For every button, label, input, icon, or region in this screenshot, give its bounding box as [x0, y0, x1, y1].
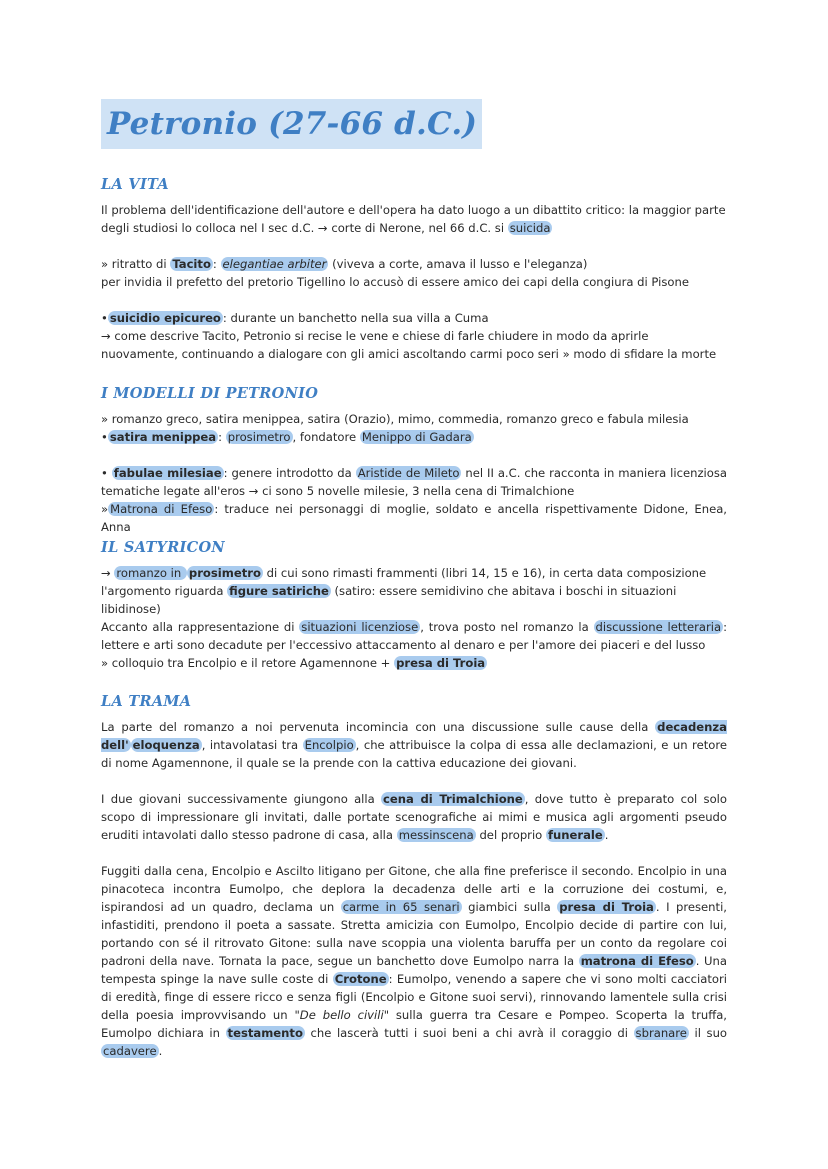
text-span: : — [218, 430, 226, 444]
highlight-matrona-di-efeso: matrona di Efeso — [580, 954, 694, 968]
highlight-presa-di-troia: presa di Troia — [396, 656, 486, 670]
trama-paragraph-3 — [101, 862, 727, 1060]
text-span: . — [158, 1044, 163, 1058]
highlight-matrona-efeso: Matrona di Efeso — [110, 502, 213, 516]
text-span: » colloquio tra Encolpio e il retore Agamennone + — [101, 656, 395, 670]
text-span: , intavolatasi tra — [201, 738, 303, 752]
modelli-paragraph-2 — [101, 464, 727, 536]
text-span: (viveva a corte, amava il lusso e l'eleganza) — [328, 257, 588, 271]
highlight-suicidio-epicureo: suicidio epicureo — [109, 311, 221, 325]
text-span: . Una tempesta spinge la nave sulle coste di — [101, 954, 727, 986]
text-span: . — [604, 828, 609, 842]
highlight-messinscena: messinscena — [398, 828, 474, 842]
highlight-funerale: funerale — [547, 828, 603, 842]
highlight-crotone: Crotone — [334, 972, 387, 986]
highlight-testamento: testamento — [227, 1026, 303, 1040]
text-span: : durante un banchetto nella sua villa a Cuma — [222, 311, 489, 325]
text-span: : genere introdotto da — [223, 466, 356, 480]
text-span: : traduce nei personaggi di moglie, soldato e ancella rispettivamente Didone, Enea, Anna — [101, 502, 727, 534]
highlight-fabulae-milesiae: fabulae milesiae — [113, 466, 222, 480]
text-span: Il problema dell'identificazione dell'autore e dell'opera ha dato luogo a un dibattito critico: la maggior parte degli studiosi lo colloca nel I sec d.C. → corte di Nerone, nel 66 d.C. si — [101, 203, 726, 235]
vita-paragraph-1 — [101, 201, 727, 237]
trama-paragraph-1 — [101, 718, 727, 772]
text-span: , dove tutto è preparato col solo scopo di impressionare gli invitati, dalle portate scenografiche ai mimi e musica agli argomenti pseudo eruditi intavolati dallo stesso padrone di casa, alla — [101, 792, 727, 842]
highlight-sbranare: sbranare — [635, 1026, 687, 1040]
text-span: del proprio — [475, 828, 546, 842]
highlight-suicida: suicida — [509, 221, 551, 235]
highlight-romanzo-in: romanzo in — [116, 566, 185, 580]
satyricon-paragraph-2 — [101, 618, 727, 672]
text-span: nel II a.C. che racconta in maniera licenziosa tematiche legate all'eros → ci sono 5 novelle milesie, 3 nella cena di Trimalchione — [101, 466, 727, 498]
text-span: → — [101, 566, 115, 580]
highlight-discussione-letteraria: discussione letteraria — [595, 620, 722, 634]
bullet: • — [101, 466, 112, 480]
text-span: , che attribuisce la colpa di essa alle declamazioni, e un retore di nome Agamennone, il quale se la prende con la cattiva educazione dei giovani. — [101, 738, 727, 770]
title-de-bello-civili: De bello civili — [299, 1008, 384, 1022]
text-span: " sulla guerra tra Cesare e Pompeo. Scoperta la truffa, Eumolpo dichiara in — [101, 1008, 727, 1040]
text-span: che lascerà tutti i suoi beni a chi avrà il coraggio di — [304, 1026, 634, 1040]
highlight-encolpio: Encolpio — [304, 738, 354, 752]
text-span: Accanto alla rappresentazione di — [101, 620, 300, 634]
text-span: giambici sulla — [461, 900, 558, 914]
text-span: I due giovani successivamente giungono alla — [101, 792, 382, 806]
text-span: per invidia il prefetto del pretorio Tigellino lo accusò di essere amico dei capi della congiura di Pisone — [101, 275, 689, 289]
text-span: , fondatore — [292, 430, 360, 444]
bullet: • — [101, 430, 108, 444]
heading-modelli: I MODELLI DI PETRONIO — [101, 385, 319, 402]
vita-paragraph-3 — [101, 309, 727, 363]
page-title: Petronio (27-66 d.C.) — [107, 106, 478, 142]
highlight-eloquenza: eloquenza — [132, 738, 200, 752]
text-span: di cui sono rimasti frammenti (libri 14, 15 e 16), in certa data composizione — [262, 566, 707, 580]
text-span: » — [101, 502, 109, 516]
text-span: , trova posto nel romanzo la — [420, 620, 594, 634]
highlight-decadenza: decadenza dell' — [101, 720, 727, 752]
text-span: → come descrive Tacito, Petronio si recise le vene e chiese di farle chiudere in modo da aprirle nuovamente, continuando a dialogare con gli amici ascoltando carmi poco seri » modo di sfidare la morte — [101, 329, 717, 361]
highlight-prosimetro-bold: prosimetro — [188, 566, 261, 580]
text-span: » ritratto di — [101, 257, 171, 271]
text-span: : Eumolpo, venendo a sapere che vi sono molti cacciatori di eredità, finge di essere ricco e senza figli (Encolpio e Gitone suoi servi), rinnovando lamentele sulla crisi della poesia improvvisando un " — [101, 972, 727, 1022]
highlight-tacito: Tacito — [172, 257, 211, 271]
highlight-prosimetro: prosimetro — [227, 430, 291, 444]
text-span: : — [212, 257, 221, 271]
highlight-carme-senari: carme in 65 senari — [342, 900, 460, 914]
highlight-figure-satiriche: figure satiriche — [229, 584, 329, 598]
text-span: La parte del romanzo a noi pervenuta incomincia con una discussione sulle cause della — [101, 720, 656, 734]
highlight-situazioni-licenziose: situazioni licenziose — [301, 620, 419, 634]
text-span: » romanzo greco, satira menippea, satira (Orazio), mimo, commedia, romanzo greco e fabula milesia — [101, 412, 689, 426]
text-span: Fuggiti dalla cena, Encolpio e Ascilto litigano per Gitone, che alla fine preferisce il secondo. Encolpio in una pinacoteca incontra Eumolpo, che deplora la decadenza delle arti e la corruzione dei costumi, e, ispirandosi ad un quadro, declama un — [101, 864, 727, 914]
satyricon-paragraph-1 — [101, 564, 727, 618]
highlight-elegantiae-arbiter: elegantiae arbiter — [222, 257, 327, 271]
highlight-satira-menippea: satira menippea — [109, 430, 217, 444]
heading-la-vita: LA VITA — [101, 176, 169, 193]
vita-paragraph-2 — [101, 255, 727, 291]
highlight-aristide: Aristide de Mileto — [357, 466, 460, 480]
highlight-cena-trimalchione: cena di Trimalchione — [383, 792, 523, 806]
bullet: • — [101, 311, 108, 325]
highlight-menippo: Menippo di Gadara — [361, 430, 472, 444]
highlight-cadavere: cadavere — [103, 1044, 157, 1058]
trama-paragraph-2 — [101, 790, 727, 844]
modelli-paragraph-1 — [101, 410, 727, 446]
text-span: (satiro: essere semidivino che abitava i boschi in situazioni libidinose) — [101, 584, 677, 616]
text-span: : lettere e arti sono decadute per l'eccessivo attaccamento al denaro e per l'amore dei piaceri e del lusso — [101, 620, 727, 652]
text-span: l'argomento riguarda — [101, 584, 228, 598]
highlight-presa-troia: presa di Troia — [559, 900, 654, 914]
heading-trama: LA TRAMA — [101, 693, 192, 710]
heading-satyricon: IL SATYRICON — [101, 539, 225, 556]
text-span: . I presenti, infastiditi, prendono il poeta a sassate. Stretta amicizia con Eumolpo, Encolpio decide di partire con lui, portando con sé il ritrovato Gitone: sulla nave scoppia una violenta baruffa per un conto da regolare coi padroni della nave. Tornata la pace, segue un banchetto dove Eumolpo narra la — [101, 900, 727, 968]
text-span: il suo — [688, 1026, 728, 1040]
